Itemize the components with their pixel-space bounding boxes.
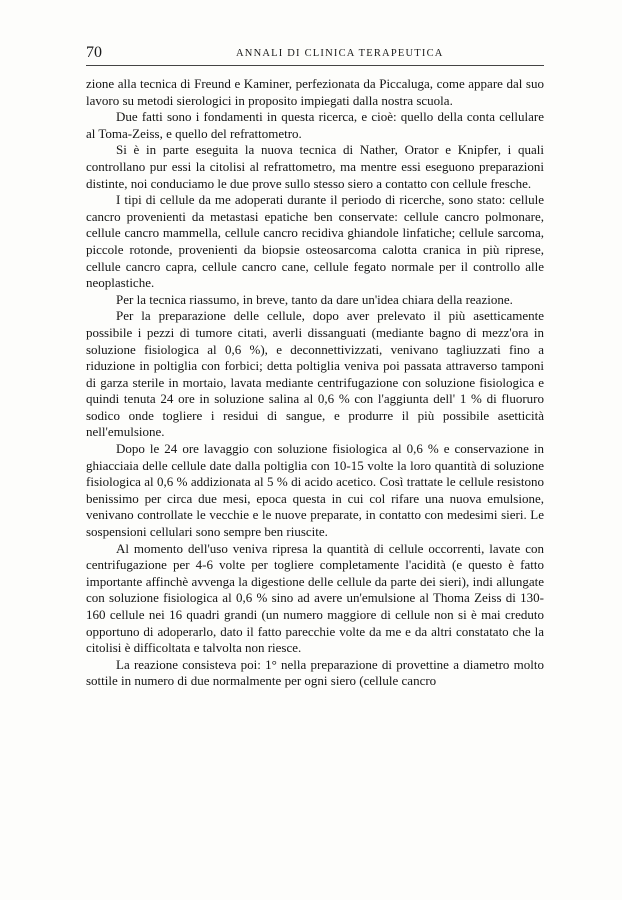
header-rule — [86, 65, 544, 66]
page-header — [86, 44, 544, 66]
paragraph: I tipi di cellule da me adoperati durante il periodo di ricerche, sono stato: cellule cancro provenienti da metastasi epatiche ben conservate: cellule cancro polmonare, cellule cancro mammella, cellule cancro recidiva ghiandole linfatiche; cellule sarcoma, piccole rotonde, provenienti da biopsie osteosarcoma calotta cranica in più riprese, cellule cancro capra, cellule cancro cane, cellule fegato normale per il controllo alle neoplastiche. — [86, 192, 544, 291]
paragraph: Per la preparazione delle cellule, dopo aver prelevato il più asetticamente possibile i pezzi di tumore citati, averli dissanguati (mediante bagno di mezz'ora in soluzione fisiologica al 0,6 %), e deconnettivizzati, venivano tagliuzzati fino a riduzione in poltiglia con forbici; detta poltiglia veniva poi passata attraverso tamponi di garza sterile in mortaio, lavata mediante centrifugazione con soluzione fisiologica e quindi tenuta 24 ore in soluzione salina al 0,6 % con l'aggiunta dell' 1 % di fluoruro sodico onde togliere i residui di sangue, e produrre il più possibile asetticità nell'emulsione. — [86, 308, 544, 440]
paragraph: Due fatti sono i fondamenti in questa ricerca, e cioè: quello della conta cellulare al Toma-Zeiss, e quello del refrattometro. — [86, 109, 544, 141]
paragraph: Si è in parte eseguita la nuova tecnica di Nather, Orator e Knipfer, i quali controllano pur essi la citolisi al refrattometro, ma mentre essi eseguono preparazioni distinte, noi conduciamo le due prove sullo stesso siero a contatto con cellule fresche. — [86, 142, 544, 191]
paragraph-continuation: zione alla tecnica di Freund e Kaminer, perfezionata da Piccaluga, come appare dal suo lavoro su metodi sierologici in proposito impiegati dalla nostra scuola. — [86, 76, 544, 108]
running-title: ANNALI DI CLINICA TERAPEUTICA — [236, 48, 444, 59]
paragraph: Per la tecnica riassumo, in breve, tanto da dare un'idea chiara della reazione. — [116, 291, 513, 307]
article-body — [86, 76, 544, 690]
paragraph: Al momento dell'uso veniva ripresa la quantità di cellule occorrenti, lavate con centrifugazione per 4-6 volte per togliere completamente l'acidità (e questo è fatto importante affinchè avvenga la digestione delle cellule da parte dei sieri), indi allungate con soluzione fisiologica al 0,6 % sino ad avere un'emulsione al Thoma Zeiss di 130-160 cellule nei 16 quadri grandi (un numero maggiore di cellule non si è mai creduto opportuno di adoperarlo, dato il fatto parecchie volte da me e da altri constatato che la citolisi è difficoltata e talvolta non riesce. — [86, 540, 544, 656]
paragraph: La reazione consisteva poi: 1° nella preparazione di provettine a diametro molto sottile in numero di due normalmente per ogni siero (cellule cancro — [86, 656, 544, 689]
paragraph: Dopo le 24 ore lavaggio con soluzione fisiologica al 0,6 % e conservazione in ghiacciaia delle cellule date dalla poltiglia con 10-15 volte la loro quantità di soluzione fisiologica al 0,6 % addizionata al 5 % di acido acetico. Così trattate le cellule resistono benissimo per circa due mesi, epoca questa in cui col rifare una nuova emulsione, venivano controllate le vecchie e le nuove preparate, in contatto con medesimi sieri. Le sospensioni cellulari sono sempre ben riuscite. — [86, 441, 544, 540]
page-number: 70 — [86, 44, 102, 61]
